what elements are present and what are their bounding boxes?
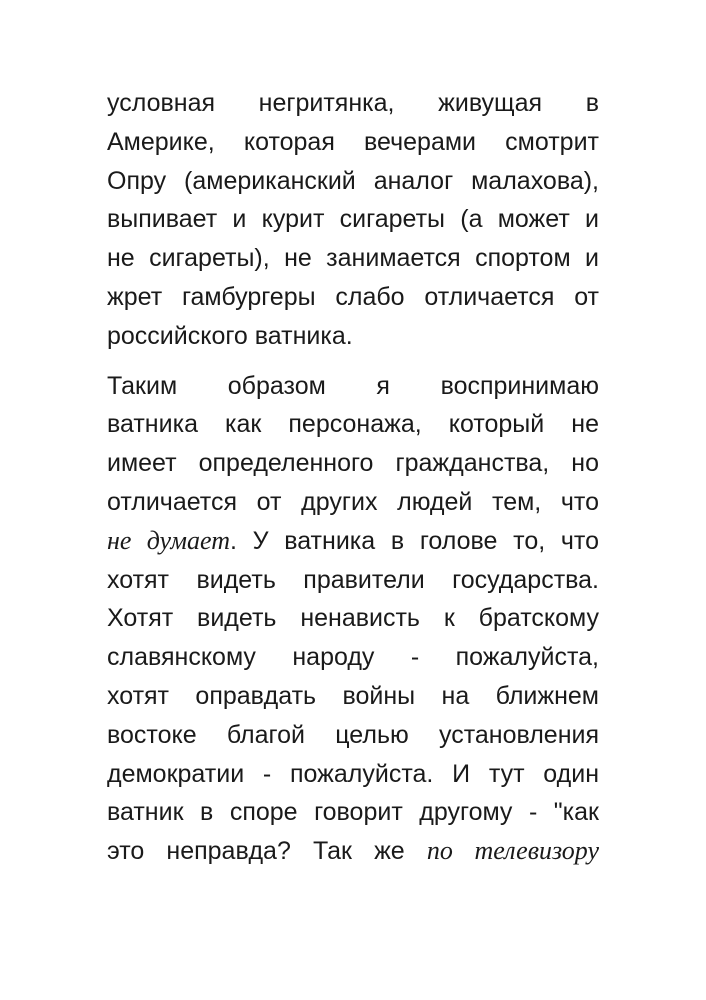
text-line: хотят оправдать войны на ближнем: [107, 681, 599, 710]
text-line: жрет гамбургеры слабо отличается от: [107, 282, 599, 311]
paragraph-2: [107, 367, 599, 871]
text-line: хотят видеть правители государства.: [107, 565, 599, 594]
text-line: не сигареты), не занимается спортом и: [107, 244, 599, 273]
text-line: выпивает и курит сигареты (а может и: [107, 205, 599, 234]
text-line: Хотят видеть ненависть к братскому: [107, 604, 599, 633]
text-line: [107, 522, 599, 561]
text-line: отличается от других людей тем, что: [107, 487, 599, 516]
text-line: Америке, которая вечерами смотрит: [107, 127, 599, 156]
text-line: Опру (американский аналог малахова),: [107, 166, 599, 195]
text-run: это неправда? Так же: [107, 837, 427, 866]
italic-phrase: по телевизору: [426, 836, 599, 866]
text-run: . У ватника в голове то, что: [229, 526, 599, 555]
text-line: Таким образом я воспринимаю: [107, 371, 599, 400]
text-line: [107, 832, 599, 871]
document-page: [107, 84, 599, 871]
text-line: российского ватника.: [107, 321, 353, 350]
text-line: ватник в споре говорит другому - "как: [107, 798, 599, 827]
paragraph-spacer: [107, 356, 599, 367]
text-line: славянскому народу - пожалуйста,: [107, 643, 599, 672]
text-line: ватника как персонажа, который не: [107, 410, 599, 439]
text-line: востоке благой целью установления: [107, 720, 599, 749]
text-line: демократии - пожалуйста. И тут один: [107, 759, 599, 788]
italic-phrase: не думает: [107, 525, 230, 555]
text-line: имеет определенного гражданства, но: [107, 449, 599, 478]
text-line: условная негритянка, живущая в: [107, 89, 599, 117]
paragraph-1: [107, 84, 599, 356]
